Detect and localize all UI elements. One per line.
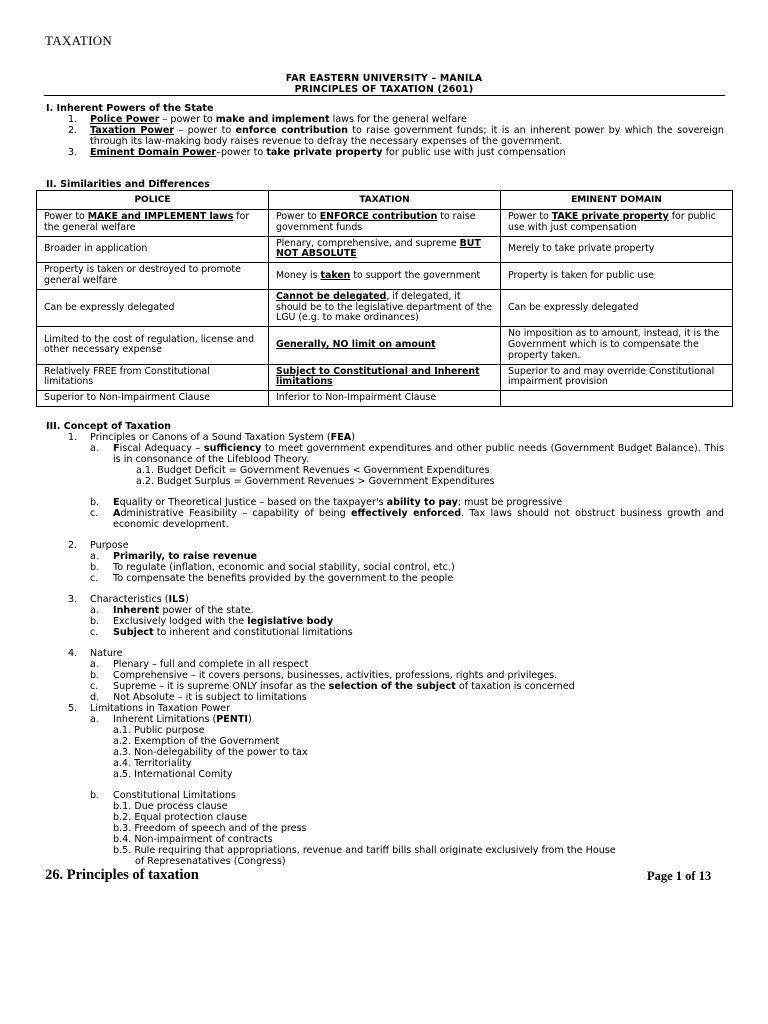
initial: E bbox=[113, 497, 120, 508]
table-cell bbox=[501, 327, 733, 364]
term: Police Power bbox=[90, 114, 160, 125]
list-item-taxation-power bbox=[90, 125, 724, 147]
budget-deficit-item: a.1. Budget Deficit = Government Revenues < Government Expenditures bbox=[136, 465, 490, 476]
cell-text: Limited to the cost of regulation, license and other necessary expense bbox=[44, 333, 255, 356]
nature-c bbox=[113, 681, 575, 692]
table-cell bbox=[501, 391, 733, 407]
nature-a: Plenary – full and complete in all respect bbox=[113, 659, 309, 670]
text: power of the state. bbox=[159, 605, 254, 616]
cell-text: Can be expressly delegated bbox=[508, 301, 639, 313]
fiscal-adequacy-item bbox=[113, 443, 724, 465]
cell-emphasis: taken bbox=[320, 269, 351, 281]
text: – power to bbox=[159, 114, 216, 125]
term: Eminent Domain Power bbox=[90, 147, 217, 158]
table-row bbox=[37, 391, 733, 407]
text: –power to bbox=[216, 147, 267, 158]
text: quality or Theoretical Justice – based on the taxpayer's bbox=[119, 497, 387, 508]
list-item-num: 2. bbox=[68, 125, 78, 136]
cell-text: Power to bbox=[44, 211, 88, 222]
footer-chapter-title: 26. Principles of taxation bbox=[45, 867, 199, 883]
emphasis: ILS bbox=[168, 594, 186, 605]
cell-emphasis: Generally, NO limit on amount bbox=[276, 338, 436, 350]
list-letter: c. bbox=[90, 508, 99, 519]
text: for public use with just compensation bbox=[382, 147, 566, 158]
cell-text: Money is bbox=[276, 269, 321, 281]
text: to raise government funds; it is an inherent power by which the sovereign through its law-making body raises revenue to defray the necessary expenses of the government. bbox=[90, 125, 725, 148]
header-divider bbox=[44, 95, 725, 96]
comparison-table bbox=[36, 190, 733, 407]
list-letter: b. bbox=[90, 562, 100, 573]
emphasis: PENTI bbox=[216, 714, 248, 725]
table-row bbox=[37, 210, 733, 237]
emphasis: Inherent bbox=[113, 605, 160, 616]
table-cell bbox=[37, 236, 269, 263]
table-row bbox=[37, 327, 733, 364]
list-item: b.5. Rule requiring that appropriations, revenue and tariff bills shall originate exclusively from the House bbox=[113, 845, 616, 856]
equality-item bbox=[113, 497, 724, 508]
list-item-num: 4. bbox=[68, 648, 78, 659]
list-item: b.1. Due process clause bbox=[113, 801, 228, 812]
emphasis: legislative body bbox=[247, 616, 334, 627]
cell-text: Power to bbox=[276, 211, 320, 222]
text: ) bbox=[351, 432, 355, 443]
cell-text: Property is taken or destroyed to promote general welfare bbox=[44, 264, 241, 286]
cell-text: Power to bbox=[508, 211, 552, 222]
emphasis: take private property bbox=[266, 147, 383, 158]
text: dministrative Feasibility – capability of being bbox=[120, 508, 351, 519]
table-header-row bbox=[37, 191, 733, 210]
text: Inherent Limitations ( bbox=[113, 714, 217, 725]
text: Principles or Canons of a Sound Taxation System ( bbox=[90, 432, 331, 443]
cell-text: Merely to take private property bbox=[508, 242, 655, 254]
constitutional-limitations: Constitutional Limitations bbox=[113, 790, 236, 801]
cell-text: to raise government funds bbox=[276, 211, 476, 233]
list-letter: c. bbox=[90, 627, 99, 638]
table-cell bbox=[269, 210, 501, 237]
list-item: b.4. Non-impairment of contracts bbox=[113, 834, 273, 845]
text: iscal Adequacy – bbox=[119, 443, 204, 454]
emphasis: selection of the subject bbox=[328, 681, 456, 692]
cell-text: Broader in application bbox=[44, 242, 148, 254]
list-item-continuation: of Represenatatives (Congress) bbox=[135, 856, 286, 867]
text: Exclusively lodged with the bbox=[113, 616, 248, 627]
table-cell bbox=[37, 364, 269, 391]
cell-text: for public use with just compensation bbox=[508, 211, 716, 233]
text: to inherent and constitutional limitations bbox=[153, 627, 353, 638]
characteristics-item bbox=[90, 594, 189, 605]
cell-text: , if delegated, it should be to the legislative department of the LGU (e.g. to make ordinances) bbox=[276, 290, 493, 324]
characteristics-b bbox=[113, 616, 333, 627]
text: ) bbox=[247, 714, 252, 725]
text: ; must be progressive bbox=[457, 497, 563, 508]
list-item: b.2. Equal protection clause bbox=[113, 812, 248, 823]
table-cell bbox=[269, 289, 501, 326]
text: laws for the general welfare bbox=[329, 114, 467, 125]
list-item: a.5. International Comity bbox=[113, 769, 233, 780]
cell-text: Plenary, comprehensive, and supreme bbox=[276, 237, 460, 249]
cell-emphasis: Cannot be delegated bbox=[276, 290, 387, 302]
section-1-heading: I. Inherent Powers of the State bbox=[46, 103, 214, 114]
nature-b: Comprehensive – it covers persons, businesses, activities, professions, rights and privileges. bbox=[113, 670, 558, 681]
cell-emphasis: TAKE private property bbox=[551, 211, 669, 222]
document-title: TAXATION bbox=[45, 33, 113, 48]
list-letter: b. bbox=[90, 670, 100, 681]
emphasis: sufficiency bbox=[203, 443, 262, 454]
table-cell bbox=[501, 263, 733, 290]
table-cell bbox=[269, 364, 501, 391]
section-3-heading: III. Concept of Taxation bbox=[46, 421, 171, 432]
emphasis: Subject bbox=[113, 627, 154, 638]
characteristics-a bbox=[113, 605, 254, 616]
table-cell bbox=[501, 289, 733, 326]
list-item-num: 1. bbox=[68, 114, 78, 125]
purpose-c: To compensate the benefits provided by the government to the people bbox=[113, 573, 454, 584]
list-item-num: 1. bbox=[68, 432, 78, 443]
cell-text: Can be expressly delegated bbox=[44, 301, 175, 313]
table-cell bbox=[37, 327, 269, 364]
purpose-a: Primarily, to raise revenue bbox=[113, 551, 258, 562]
emphasis: effectively enforced bbox=[350, 508, 462, 519]
cell-emphasis: ENFORCE contribution bbox=[319, 211, 438, 222]
initial: F bbox=[113, 443, 120, 454]
table-cell bbox=[37, 263, 269, 290]
list-item: a.1. Public purpose bbox=[113, 725, 205, 736]
characteristics-c bbox=[113, 627, 353, 638]
list-item-police-power bbox=[90, 114, 724, 125]
purpose-b: To regulate (inflation, economic and social stability, social control, etc.) bbox=[113, 562, 455, 573]
nature-item: Nature bbox=[90, 648, 123, 659]
cell-emphasis: Subject to Constitutional and Inherent limitations bbox=[276, 365, 480, 388]
budget-surplus-item: a.2. Budget Surplus = Government Revenues > Government Expenditures bbox=[136, 476, 495, 487]
list-item: a.3. Non-delegability of the power to tax bbox=[113, 747, 308, 758]
cell-emphasis: BUT NOT ABSOLUTE bbox=[276, 237, 481, 260]
list-item-eminent-domain bbox=[90, 147, 724, 158]
cell-text: Relatively FREE from Constitutional limitations bbox=[44, 365, 210, 388]
list-letter: b. bbox=[90, 497, 100, 508]
table-cell bbox=[501, 210, 733, 237]
list-letter: b. bbox=[90, 790, 100, 801]
emphasis: enforce contribution bbox=[235, 125, 348, 136]
table-row bbox=[37, 289, 733, 326]
course-title: PRINCIPLES OF TAXATION (2601) bbox=[294, 84, 474, 95]
list-letter: d. bbox=[90, 692, 100, 703]
section-2-heading: II. Similarities and Differences bbox=[46, 179, 210, 190]
text: ) bbox=[185, 594, 189, 605]
list-item-num: 3. bbox=[68, 594, 78, 605]
table-cell bbox=[37, 289, 269, 326]
inherent-limitations bbox=[113, 714, 252, 725]
initial: A bbox=[113, 508, 121, 519]
cell-emphasis: MAKE and IMPLEMENT laws bbox=[87, 211, 234, 222]
list-item: a.4. Territoriality bbox=[113, 758, 192, 769]
list-item-num: 2. bbox=[68, 540, 78, 551]
term: Taxation Power bbox=[90, 125, 175, 136]
list-letter: a. bbox=[90, 551, 99, 562]
list-item: a.2. Exemption of the Government bbox=[113, 736, 280, 747]
emphasis: FEA bbox=[330, 432, 352, 443]
list-item-num: 5. bbox=[68, 703, 78, 714]
principles-item bbox=[90, 432, 355, 443]
list-letter: a. bbox=[90, 443, 99, 454]
cell-text: Superior to and may override Constitutional impairment provision bbox=[508, 365, 715, 388]
emphasis: make and implement bbox=[215, 114, 330, 125]
table-row bbox=[37, 364, 733, 391]
list-letter: c. bbox=[90, 681, 99, 692]
table-cell bbox=[501, 236, 733, 263]
list-letter: a. bbox=[90, 714, 99, 725]
list-item: b.3. Freedom of speech and of the press bbox=[113, 823, 307, 834]
column-header-taxation: TAXATION bbox=[269, 191, 501, 210]
limitations-item: Limitations in Taxation Power bbox=[90, 703, 231, 714]
text: . Tax laws should not obstruct business growth and economic development. bbox=[113, 508, 725, 531]
table-cell bbox=[269, 236, 501, 263]
text: to meet government expenditures and other public needs (Government Budget Balance). This is in consonance of the Lifeblood Theory. bbox=[113, 443, 724, 466]
text: Characteristics ( bbox=[90, 594, 169, 605]
university-name: FAR EASTERN UNIVERSITY – MANILA bbox=[285, 73, 483, 84]
administrative-feasibility-item bbox=[113, 508, 724, 530]
table-cell bbox=[269, 391, 501, 407]
purpose-item: Purpose bbox=[90, 540, 129, 551]
cell-text: to support the government bbox=[350, 269, 481, 281]
nature-d: Not Absolute – it is subject to limitations bbox=[113, 692, 307, 703]
emphasis: ability to pay bbox=[386, 497, 458, 508]
column-header-eminent-domain: EMINENT DOMAIN bbox=[501, 191, 733, 210]
table-cell bbox=[269, 327, 501, 364]
cell-text: No imposition as to amount, instead, it is the Government which is to compensate the property taken. bbox=[508, 328, 720, 361]
list-item-num: 3. bbox=[68, 147, 78, 158]
text: – power to bbox=[174, 125, 236, 136]
cell-text: Superior to Non-Impairment Clause bbox=[44, 392, 210, 404]
list-letter: a. bbox=[90, 659, 99, 670]
list-letter: b. bbox=[90, 616, 100, 627]
table-cell bbox=[37, 210, 269, 237]
cell-text: Property is taken for public use bbox=[508, 269, 654, 281]
cell-text: Inferior to Non-Impairment Clause bbox=[276, 392, 437, 404]
text: Supreme – it is supreme ONLY insofar as the bbox=[113, 681, 329, 692]
table-row bbox=[37, 263, 733, 290]
table-cell bbox=[269, 263, 501, 290]
page-number: Page 1 of 13 bbox=[647, 869, 712, 883]
table-row bbox=[37, 236, 733, 263]
column-header-police: POLICE bbox=[37, 191, 269, 210]
list-letter: c. bbox=[90, 573, 99, 584]
text: of taxation is concerned bbox=[455, 681, 575, 692]
table-cell bbox=[37, 391, 269, 407]
table-cell bbox=[501, 364, 733, 391]
cell-text: for the general welfare bbox=[44, 211, 250, 233]
list-letter: a. bbox=[90, 605, 99, 616]
